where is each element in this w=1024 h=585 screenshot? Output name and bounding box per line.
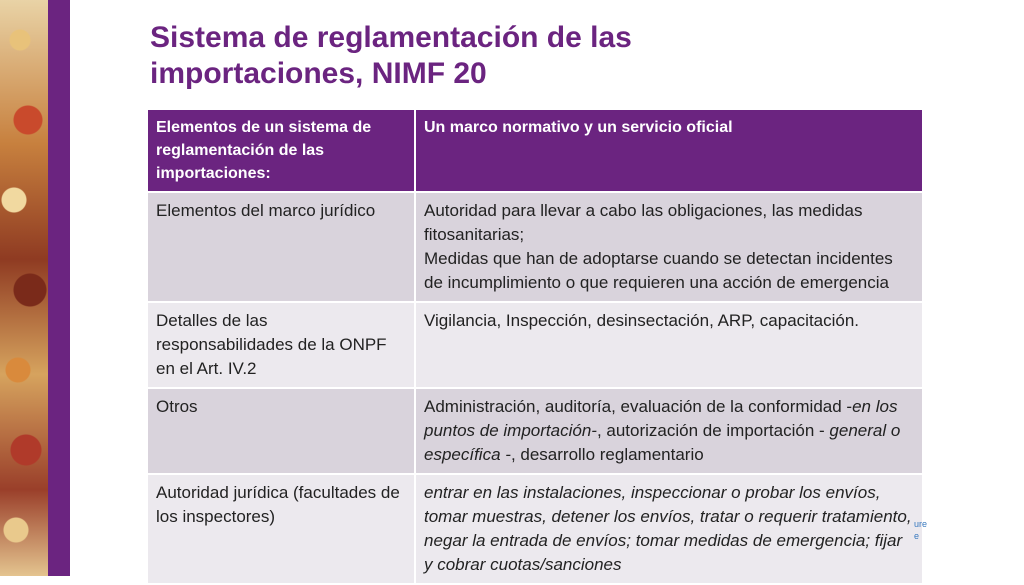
accent-sidebar-bar (48, 0, 70, 576)
row-content-italic: en los puntos de importación- (424, 397, 898, 440)
table-header-cell: Un marco normativo y un servicio oficial (415, 109, 923, 192)
slide-title-line2: importaciones, NIMF 20 (150, 57, 487, 90)
row-content (415, 192, 923, 302)
table-header-cell: Elementos de un sistema de reglamentación de las importaciones: (147, 109, 415, 192)
regulation-table (146, 108, 924, 585)
row-content (415, 388, 923, 474)
row-content: Vigilancia, Inspección, desinsectación, ARP, capacitación. (415, 302, 923, 388)
partial-logo-line: e (914, 531, 920, 541)
table-header-row (147, 109, 923, 192)
row-label: Elementos del marco jurídico (147, 192, 415, 302)
slide-title-line1: Sistema de reglamentación de las (150, 21, 632, 54)
partial-logo-line: ure (914, 519, 928, 529)
row-content-paragraph: Medidas que han de adoptarse cuando se detectan incidentes de incumplimiento o que requieren una acción de emergencia (424, 249, 893, 292)
partial-logo (914, 518, 944, 542)
row-content-text: , autorización de importación - (596, 421, 825, 440)
decorative-illustration-strip (0, 0, 48, 576)
row-content: entrar en las instalaciones, inspeccionar o probar los envíos, tomar muestras, detener los envíos, tratar o requerir tratamiento, negar la entrada de envíos; tomar medidas de emergencia; fijar y cobrar cuotas/sanciones (415, 474, 923, 584)
row-label: Autoridad jurídica (facultades de los inspectores) (147, 474, 415, 584)
table-row (147, 474, 923, 584)
row-label: Otros (147, 388, 415, 474)
row-label: Detalles de las responsabilidades de la ONPF en el Art. IV.2 (147, 302, 415, 388)
row-content-text: , desarrollo reglamentario (510, 445, 704, 464)
slide-title (150, 20, 850, 92)
row-content-paragraph: Autoridad para llevar a cabo las obligaciones, las medidas fitosanitarias; (424, 201, 863, 244)
table-row (147, 192, 923, 302)
row-content-text: Administración, auditoría, evaluación de la conformidad - (424, 397, 853, 416)
table-row (147, 388, 923, 474)
row-content-italic: general o específica - (424, 421, 901, 464)
table-row (147, 302, 923, 388)
